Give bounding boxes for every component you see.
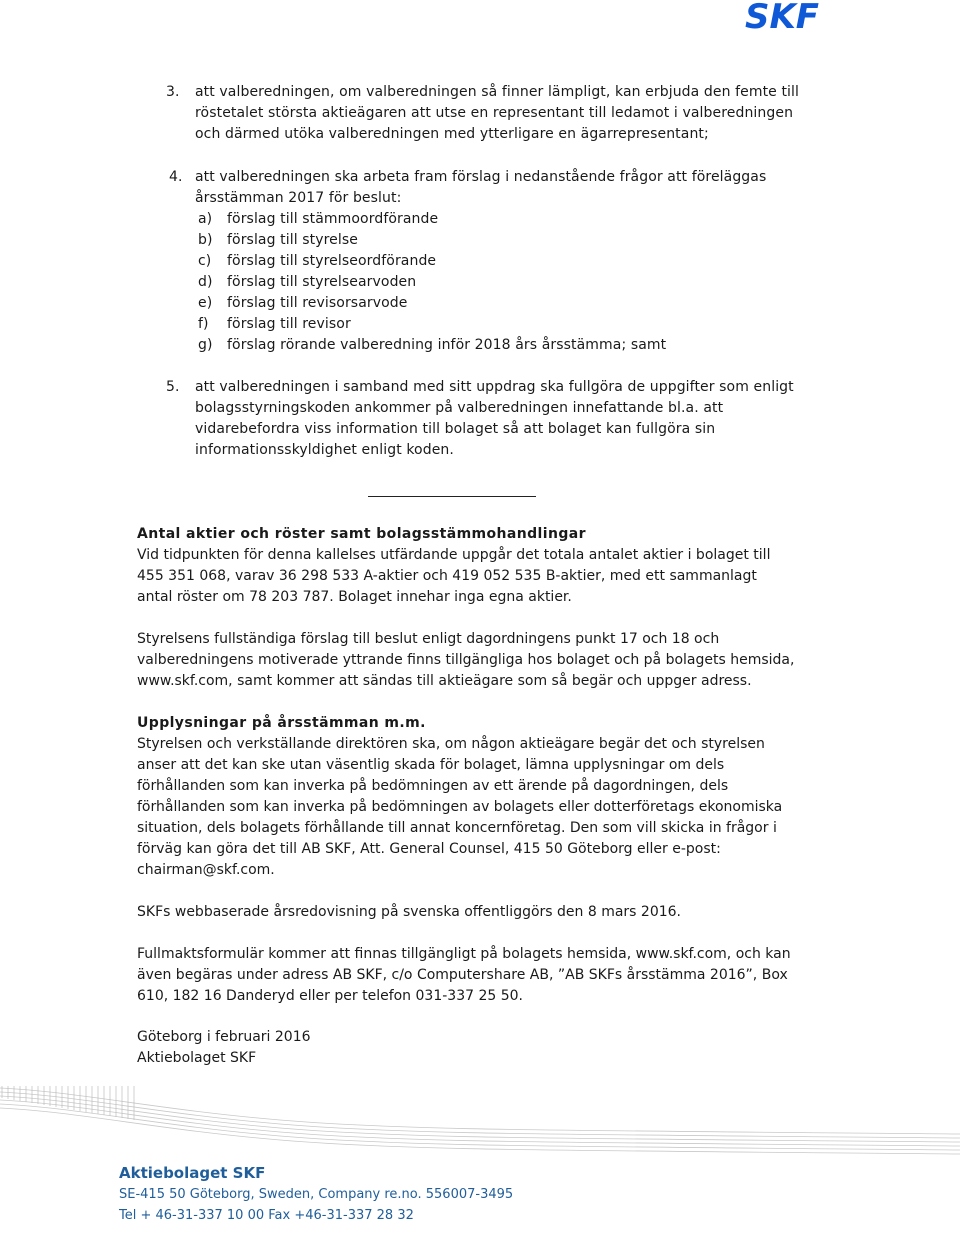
footer-phone: Tel + 46-31-337 10 00 Fax +46-31-337 28 32: [119, 1208, 414, 1223]
paragraph-line: antal röster om 78 203 787. Bolaget innehar inga egna aktier.: [137, 589, 572, 605]
sub-list-item: [198, 209, 835, 230]
sub-list: [198, 209, 835, 356]
sub-list-text: förslag till styrelsearvoden: [227, 274, 417, 290]
list-item-line: att valberedningen i samband med sitt uppdrag ska fullgöra de uppgifter som enligt: [195, 379, 794, 395]
sub-list-item: [198, 251, 835, 272]
sub-list-item: [198, 335, 835, 356]
sub-list-key: a): [198, 211, 213, 227]
footer-wave-decoration: [0, 1086, 960, 1156]
paragraph-line: valberedningens motiverade yttrande finns tillgängliga hos bolaget och på bolagets hemsida,: [137, 652, 795, 668]
list-item-line: och därmed utöka valberedningen med ytterligare en ägarrepresentant;: [195, 126, 709, 142]
sub-list-text: förslag till styrelseordförande: [227, 253, 437, 269]
page-footer: [119, 1162, 513, 1226]
list-number: 5.: [166, 379, 180, 395]
sub-list-text: förslag till styrelse: [227, 232, 358, 248]
paragraph-line: chairman@skf.com.: [137, 862, 275, 878]
list-item-5: [166, 377, 835, 461]
proxy-section: [137, 944, 837, 1007]
skf-logo: [720, 0, 844, 30]
sub-list-key: f): [198, 316, 209, 332]
sub-list-item: [198, 230, 835, 251]
signoff-company: Aktiebolaget SKF: [137, 1050, 257, 1066]
paragraph-line: anser att det kan ske utan väsentlig skada för bolaget, lämna upplysningar om dels: [137, 757, 725, 773]
section-divider: [368, 496, 536, 497]
paragraph-line: Fullmaktsformulär kommer att finnas tillgängligt på bolagets hemsida, www.skf.com, och kan: [137, 946, 791, 962]
paragraph-line: www.skf.com, samt kommer att sändas till aktieägare som så begär och uppger adress.: [137, 673, 752, 689]
signoff-section: [137, 1027, 837, 1069]
annual-report-section: [137, 902, 837, 923]
skf-logo-text: SKF: [744, 0, 820, 30]
proposals-section: [137, 629, 837, 692]
list-number: 4.: [169, 169, 183, 185]
section-heading: Antal aktier och röster samt bolagsstämmohandlingar: [137, 526, 586, 542]
sub-list-text: förslag till revisorsarvode: [227, 295, 408, 311]
paragraph-line: Vid tidpunkten för denna kallelses utfärdande uppgår det totala antalet aktier i bolaget till: [137, 547, 771, 563]
sub-list-text: förslag till revisor: [227, 316, 351, 332]
info-section: [137, 713, 837, 881]
paragraph-line: förhållanden som kan inverka på bedömningen av bolagets eller dotterföretags ekonomiska: [137, 799, 783, 815]
sub-list-key: b): [198, 232, 213, 248]
list-item-line: röstetalet största aktieägaren att utse en representant till ledamot i valberedningen: [195, 105, 794, 121]
list-item-line: årsstämman 2017 för beslut:: [195, 190, 402, 206]
sub-list-key: d): [198, 274, 213, 290]
list-number: 3.: [166, 84, 180, 100]
list-item-line: bolagsstyrningskoden ankommer på valberedningen innefattande bl.a. att: [195, 400, 724, 416]
list-item-line: informationsskyldighet enligt koden.: [195, 442, 454, 458]
paragraph-line: situation, dels bolagets förhållande till annat koncernföretag. Den som vill skicka in frågor i: [137, 820, 777, 836]
sub-list-key: c): [198, 253, 212, 269]
sub-list-text: förslag till stämmoordförande: [227, 211, 439, 227]
paragraph-line: 455 351 068, varav 36 298 533 A-aktier och 419 052 535 B-aktier, med ett sammanlagt: [137, 568, 757, 584]
paragraph-line: även begäras under adress AB SKF, c/o Computershare AB, ”AB SKFs årsstämma 2016”, Box: [137, 967, 788, 983]
sub-list-text: förslag rörande valberedning inför 2018 års årsstämma; samt: [227, 337, 667, 353]
sub-list-item: [198, 314, 835, 335]
signoff-place-date: Göteborg i februari 2016: [137, 1029, 311, 1045]
paragraph-line: förhållanden som kan inverka på bedömningen av ett ärende på dagordningen, dels: [137, 778, 729, 794]
paragraph-line: förväg kan göra det till AB SKF, Att. General Counsel, 415 50 Göteborg eller e-post:: [137, 841, 721, 857]
list-item-line: att valberedningen, om valberedningen så finner lämpligt, kan erbjuda den femte till: [195, 84, 800, 100]
list-item-3: [166, 82, 835, 145]
paragraph-line: Styrelsens fullständiga förslag till beslut enligt dagordningens punkt 17 och 18 och: [137, 631, 720, 647]
sub-list-item: [198, 293, 835, 314]
list-item-4: [169, 167, 835, 356]
sub-list-key: e): [198, 295, 213, 311]
paragraph-line: Styrelsen och verkställande direktören ska, om någon aktieägare begär det och styrelsen: [137, 736, 765, 752]
paragraph-line: 610, 182 16 Danderyd eller per telefon 031-337 25 50.: [137, 988, 523, 1004]
section-heading: Upplysningar på årsstämman m.m.: [137, 715, 426, 731]
footer-company: Aktiebolaget SKF: [119, 1164, 266, 1182]
paragraph-line: SKFs webbaserade årsredovisning på svenska offentliggörs den 8 mars 2016.: [137, 904, 682, 920]
shares-section: [137, 524, 837, 608]
list-item-line: vidarebefordra viss information till bolaget så att bolaget kan fullgöra sin: [195, 421, 716, 437]
list-item-line: att valberedningen ska arbeta fram förslag i nedanstående frågor att föreläggas: [195, 169, 767, 185]
sub-list-item: [198, 272, 835, 293]
footer-address: SE-415 50 Göteborg, Sweden, Company re.no. 556007-3495: [119, 1187, 514, 1202]
sub-list-key: g): [198, 337, 213, 353]
